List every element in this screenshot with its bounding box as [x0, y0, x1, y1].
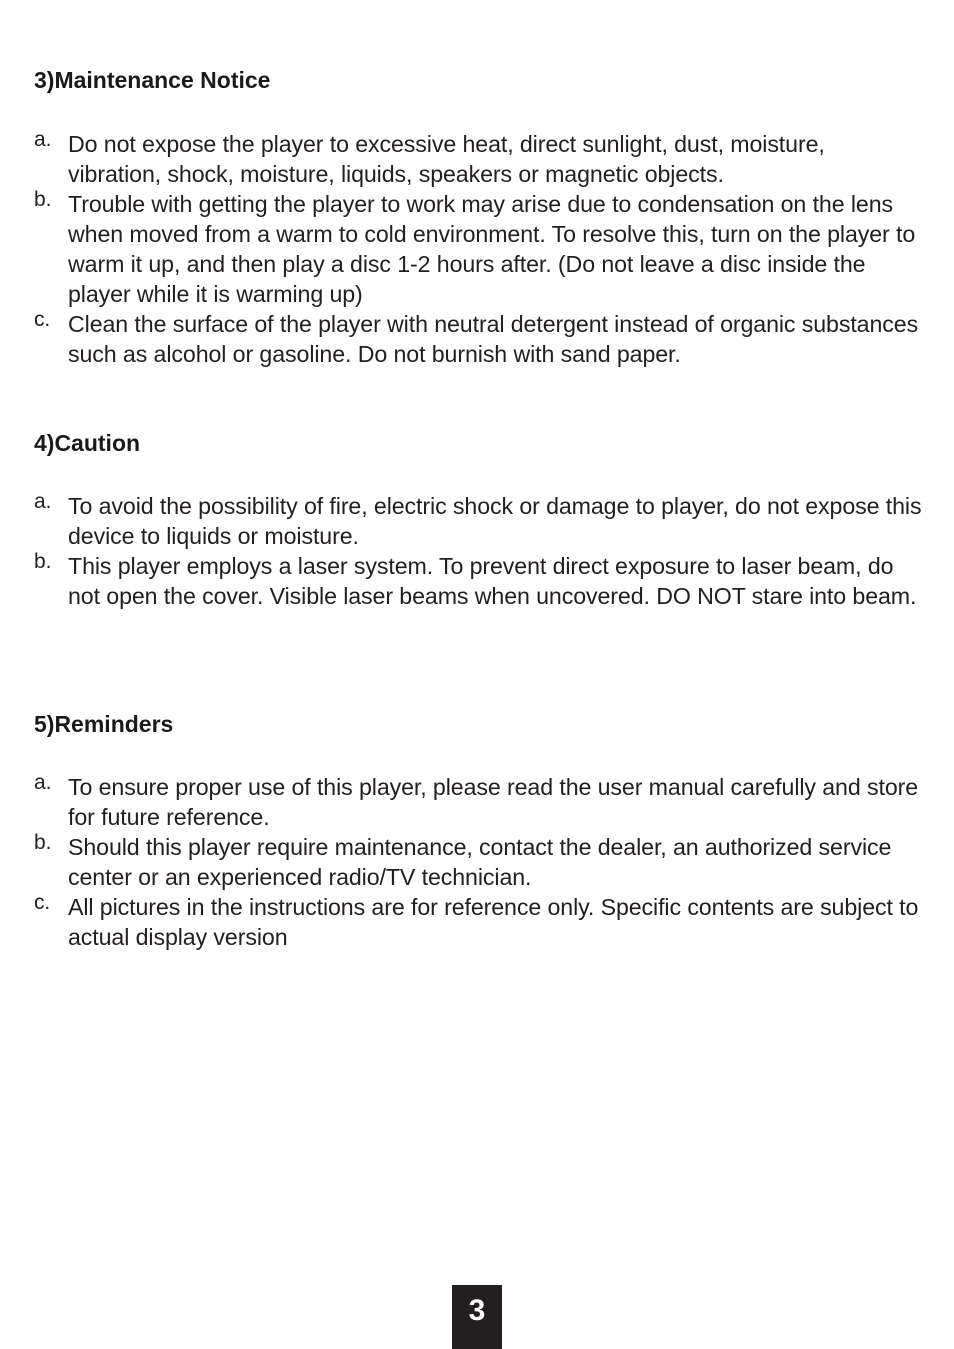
caution-list: [34, 491, 924, 611]
list-marker: a.: [34, 771, 52, 794]
list-marker: b.: [34, 188, 52, 211]
list-item-text: This player employs a laser system. To prevent direct exposure to laser beam, do not open the cover. Visible laser beams when uncovered. DO NOT stare into beam.: [68, 553, 917, 609]
list-item-text: All pictures in the instructions are for reference only. Specific contents are subject to actual display version: [68, 894, 919, 950]
list-marker: b.: [34, 831, 52, 854]
list-item-text: To avoid the possibility of fire, electric shock or damage to player, do not expose this device to liquids or moisture.: [68, 493, 922, 549]
list-item: [34, 309, 924, 369]
section-caution: [34, 429, 924, 609]
list-marker: c.: [34, 891, 51, 914]
section-heading: 5)Reminders: [34, 711, 174, 737]
list-marker: c.: [34, 308, 51, 331]
section-heading: 4)Caution: [34, 430, 141, 456]
maintenance-list: [34, 129, 924, 369]
section-reminders: [34, 710, 924, 950]
list-item: [34, 189, 924, 309]
section-maintenance-notice: [34, 66, 924, 367]
list-item: [34, 832, 924, 892]
list-item: [34, 551, 924, 611]
list-item-text: Trouble with getting the player to work may arise due to condensation on the lens when moved from a warm to cold environment. To resolve this, turn on the player to warm it up, and then play a disc 1-2 hours after. (Do not leave a disc inside the player while it is warming up): [68, 191, 916, 307]
list-item-text: Do not expose the player to excessive heat, direct sunlight, dust, moisture, vibration, shock, moisture, liquids, speakers or magnetic objects.: [68, 131, 825, 187]
list-item: [34, 129, 924, 189]
list-item: [34, 772, 924, 832]
list-item: [34, 491, 924, 551]
list-item: [34, 892, 924, 952]
reminders-list: [34, 772, 924, 952]
list-marker: b.: [34, 550, 52, 573]
list-marker: a.: [34, 128, 52, 151]
section-heading: 3)Maintenance Notice: [34, 67, 271, 93]
list-item-text: Clean the surface of the player with neutral detergent instead of organic substances such as alcohol or gasoline. Do not burnish with sand paper.: [68, 311, 919, 367]
list-item-text: Should this player require maintenance, contact the dealer, an authorized service center or an experienced radio/TV technician.: [68, 834, 892, 890]
list-item-text: To ensure proper use of this player, please read the user manual carefully and store for future reference.: [68, 774, 919, 830]
list-marker: a.: [34, 490, 52, 513]
page-number: 3: [452, 1285, 502, 1349]
